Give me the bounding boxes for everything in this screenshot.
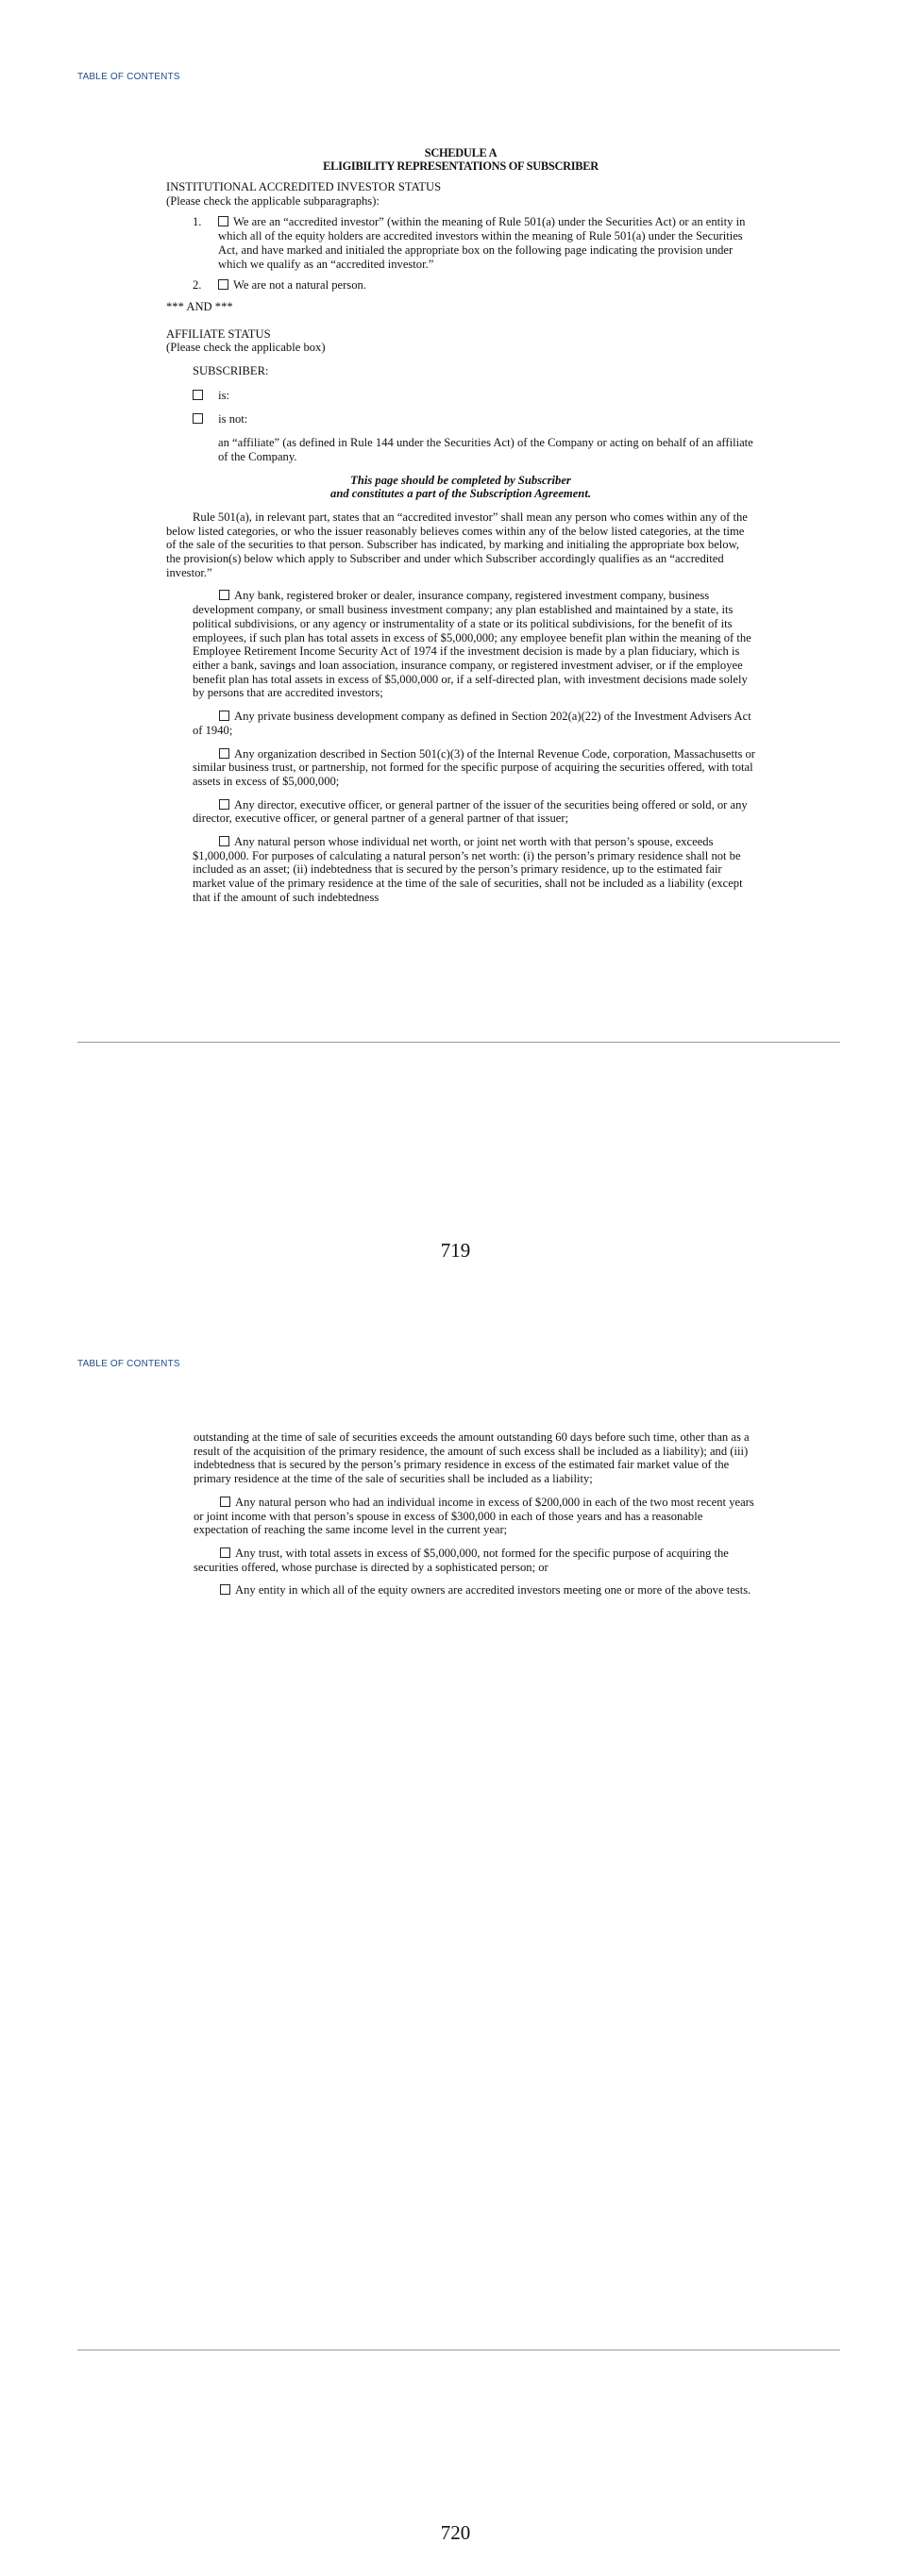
criterion-trust	[194, 1547, 756, 1574]
checkbox-criterion[interactable]	[219, 836, 229, 846]
page-divider	[77, 1042, 840, 1043]
institutional-option-1	[193, 215, 755, 271]
table-of-contents-link[interactable]: TABLE OF CONTENTS	[77, 1359, 180, 1369]
and-separator: *** AND ***	[166, 299, 233, 313]
criterion-text: Any natural person who had an individual income in excess of $200,000 in each of the two most recent years or joint income with that person’s spouse in excess of $300,000 in each of those years and has a reasonable expectation of reaching the same income level in the current year;	[194, 1495, 754, 1537]
is-label: is:	[218, 388, 230, 402]
criterion-text: Any trust, with total assets in excess of $5,000,000, not formed for the specific purpose of acquiring the securities offered, whose purchase is directed by a sophisticated person; or	[194, 1546, 729, 1574]
rule-501-paragraph: Rule 501(a), in relevant part, states that an “accredited investor” shall mean any person who comes within any of the below listed categories, or who the issuer reasonably believes comes within any of the below listed categories, at the time of the sale of the securities to that person. Subscriber has indicated, by marking and initialing the appropriate box below, the provision(s) below which apply to Subscriber and under which Subscriber accordingly qualifies as an “accredited investor.”	[166, 510, 748, 579]
option-text: We are an “accredited investor” (within the meaning of Rule 501(a) under the Securities Act) or an entity in which all of the equity holders are accredited investors within the meaning of Rule 501(a) under the Securities Act, and have marked and initialed the appropriate box on the following page indicating the provision under which we qualify as an “accredited investor.”	[218, 215, 746, 271]
schedule-title: SCHEDULE A	[424, 146, 498, 159]
is-not-label: is not:	[218, 412, 248, 427]
checkbox-accredited[interactable]	[218, 216, 228, 226]
checkbox-criterion[interactable]	[219, 711, 229, 721]
schedule-subtitle: ELIGIBILITY REPRESENTATIONS OF SUBSCRIBER	[323, 159, 599, 173]
checkbox-is-affiliate[interactable]	[193, 390, 203, 400]
checkbox-is-not-affiliate[interactable]	[193, 413, 203, 424]
institutional-option-2	[193, 278, 755, 293]
affiliate-is-option	[193, 389, 755, 403]
criterion-text: Any organization described in Section 501(c)(3) of the Internal Revenue Code, corporation, Massachusetts or similar business trust, or partnership, not formed for the specific purpose of acquiring the securities offered, with total assets in excess of $5,000,000;	[193, 746, 755, 788]
criterion-private-bdc	[193, 710, 755, 737]
checkbox-not-natural-person[interactable]	[218, 279, 228, 290]
page-719-content	[166, 146, 755, 905]
page-720-content	[194, 1430, 756, 1597]
page-number: 719	[440, 1239, 471, 1262]
criterion-text: Any bank, registered broker or dealer, insurance company, registered investment company, business development company, or small business investment company; any plan established and maintained by a state, its political subdivisions, or any agency or instrumentality of a state or its political subdivisions, for the benefit of its employees, if such plan has total assets in excess of $5,000,000; any employee benefit plan within the meaning of the Employee Retirement Income Security Act of 1974 if the investment decision is made by a plan fiduciary, which is either a bank, savings and loan association, insurance company, or registered investment adviser, or if the employee benefit plan has total assets in excess of $5,000,000 or, if a self-directed plan, with investment decisions made solely by persons that are accredited investors;	[193, 589, 751, 700]
checkbox-criterion[interactable]	[220, 1497, 230, 1507]
criterion-text: Any entity in which all of the equity owners are accredited investors meeting one or more of the above tests.	[235, 1583, 751, 1597]
option-number: 1.	[193, 215, 202, 229]
checkbox-criterion[interactable]	[219, 590, 229, 600]
affiliate-definition: an “affiliate” (as defined in Rule 144 under the Securities Act) of the Company or acting on behalf of an affiliate of the Company.	[218, 436, 753, 463]
checkbox-criterion[interactable]	[219, 799, 229, 810]
affiliate-instructions: (Please check the applicable box)	[166, 341, 326, 355]
checkbox-criterion[interactable]	[220, 1547, 230, 1558]
checkbox-criterion[interactable]	[219, 748, 229, 759]
criterion-income	[194, 1496, 756, 1537]
criterion-entity	[194, 1583, 756, 1597]
criterion-text: Any private business development company as defined in Section 202(a)(22) of the Investment Advisers Act of 1940;	[193, 710, 751, 737]
option-text: We are not a natural person.	[233, 278, 366, 293]
net-worth-continuation: outstanding at the time of sale of securities exceeds the amount outstanding 60 days before such time, other than as a result of the acquisition of the primary residence, the amount of such excess shall be included as a liability); and (iii) indebtedness that is secured by the person’s primary residence in excess of the estimated fair market value of the primary residence at the time of the sale of securities shall be included as a liability;	[194, 1430, 750, 1486]
institutional-heading: INSTITUTIONAL ACCREDITED INVESTOR STATUS	[166, 180, 442, 193]
subscriber-label: SUBSCRIBER:	[193, 364, 269, 378]
criterion-text: Any natural person whose individual net worth, or joint net worth with that person’s spouse, exceeds $1,000,000. For purposes of calculating a natural person’s net worth: (i) the person’s primary residence shall not be included as an asset; (ii) indebtedness that is secured by the person’s primary residence, up to the estimated fair market value of the primary residence at the time of the sale of securities, shall not be included as a liability (except that if the amount of such indebtedness	[193, 835, 743, 904]
completion-notice-line1: This page should be completed by Subscriber	[350, 473, 571, 487]
criterion-text: Any director, executive officer, or general partner of the issuer of the securities being offered or sold, or any director, executive officer, or general partner of a general partner of that issuer;	[193, 797, 748, 826]
institutional-instructions: (Please check the applicable subparagraphs):	[166, 193, 380, 208]
affiliate-is-not-option	[193, 412, 755, 427]
checkbox-criterion[interactable]	[220, 1584, 230, 1595]
criterion-501c3	[193, 747, 755, 789]
completion-notice-line2: and constitutes a part of the Subscription Agreement.	[330, 487, 591, 501]
affiliate-heading: AFFILIATE STATUS	[166, 326, 271, 341]
criterion-net-worth	[193, 835, 755, 905]
table-of-contents-link[interactable]: TABLE OF CONTENTS	[77, 72, 180, 82]
page-number: 720	[440, 2521, 471, 2544]
criterion-director	[193, 798, 755, 826]
criterion-bank	[193, 589, 755, 700]
option-number: 2.	[193, 278, 202, 293]
